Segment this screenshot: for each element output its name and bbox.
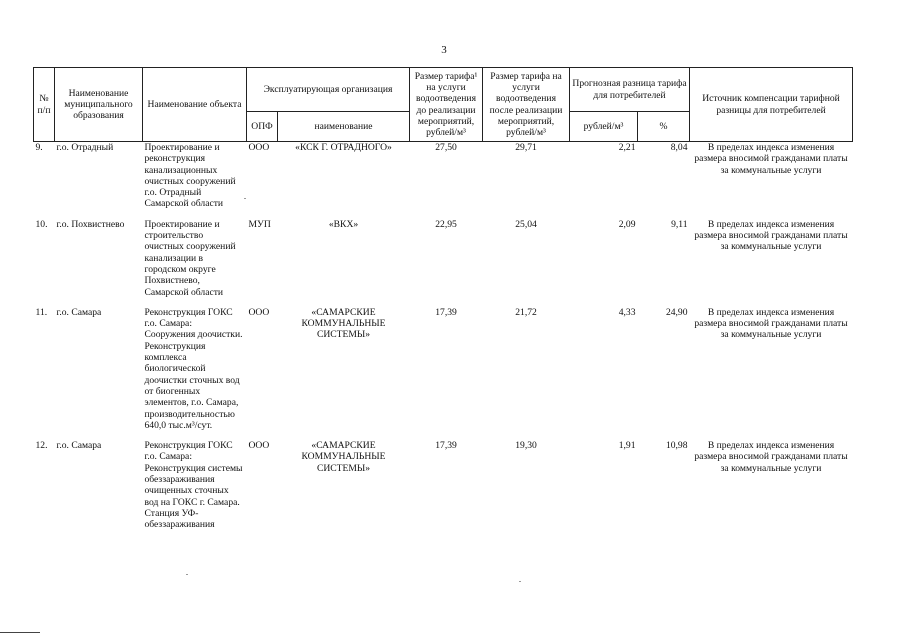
row-operator-name: «КСК Г. ОТРАДНОГО» (295, 142, 392, 153)
header-object: Наименование объекта (143, 68, 247, 142)
row-object: Проектирование и реконструкция канализационных очистных сооружений г.о. Отрадный Самарской области (144, 142, 236, 210)
row-operator-name: «ВКХ» (328, 218, 359, 230)
row-source: В пределах индекса изменения размера вносимой гражданами платы за коммунальные услуги (694, 306, 848, 341)
row-object: Реконструкция ГОКС г.о. Самара: Реконструкция системы обеззараживания очищенных сточных вод на ГОКС г. Самара. Станция УФ-обеззараживания (144, 440, 243, 531)
header-opf: ОПФ (247, 112, 278, 142)
header-forecast-diff: Прогнозная разница тарифа для потребителей (570, 68, 690, 112)
row-diff-rub: 2,09 (618, 218, 636, 230)
row-tariff-before: 17,39 (435, 306, 457, 318)
header-source: Источник компенсации тарифной разницы для потребителей (690, 68, 853, 142)
row-source: В пределах индекса изменения размера вносимой гражданами платы за коммунальные услуги (694, 218, 848, 253)
row-tariff-after: 25,04 (515, 218, 537, 230)
row-operator-name: «САМАРСКИЕ КОММУНАЛЬНЫЕ СИСТЕМЫ» (301, 440, 386, 474)
row-opf: ООО (248, 142, 270, 153)
header-operator: Эксплуатирующая организация (247, 68, 410, 112)
row-num: 11. (35, 306, 48, 318)
row-diff-pct: 10,98 (665, 440, 688, 452)
row-diff-rub: 1,91 (618, 440, 636, 452)
table-row (34, 440, 853, 539)
header-municipality: Наименование муниципального образования (55, 68, 143, 142)
scan-speck (186, 574, 188, 575)
row-municipality: г.о. Похвистнево (56, 218, 125, 230)
row-diff-pct: 8,04 (670, 142, 688, 153)
row-tariff-after: 19,30 (515, 440, 537, 452)
row-opf: ООО (248, 306, 270, 318)
row-object: Проектирование и строительство очистных сооружений канализации в городском округе Похвистнево, Самарской области (144, 218, 236, 298)
table-body (34, 142, 853, 540)
row-tariff-before: 27,50 (435, 142, 457, 153)
header-tariff-after: Размер тарифа на услуги водоотведения после реализации мероприятий, рублей/м³ (483, 68, 570, 142)
header-diff-pct: % (638, 112, 690, 142)
table-row (34, 307, 853, 440)
table-row (34, 142, 853, 219)
tariff-table (33, 67, 853, 540)
header-diff-rub: рублей/м³ (570, 112, 638, 142)
row-diff-pct: 9,11 (671, 218, 688, 230)
row-tariff-after: 21,72 (515, 306, 537, 318)
header-tariff-before: Размер тарифа¹ на услуги водоотведения до реализации мероприятий, рублей/м³ (410, 68, 483, 142)
row-municipality: г.о. Отрадный (56, 142, 114, 153)
row-municipality: г.о. Самара (56, 440, 102, 452)
row-source: В пределах индекса изменения размера вносимой гражданами платы за коммунальные услуги (694, 142, 848, 176)
row-num: 10. (35, 218, 48, 230)
row-tariff-after: 29,71 (515, 142, 537, 153)
row-tariff-before: 22,95 (435, 218, 457, 230)
row-diff-rub: 4,33 (618, 306, 636, 318)
header-name: наименование (278, 112, 410, 142)
row-diff-pct: 24,90 (665, 306, 688, 318)
row-num: 12. (35, 440, 48, 452)
header-num: № п/п (34, 68, 55, 142)
table-row (34, 219, 853, 307)
row-operator-name: «САМАРСКИЕ КОММУНАЛЬНЫЕ СИСТЕМЫ» (301, 306, 386, 341)
table-header (34, 68, 853, 142)
row-municipality: г.о. Самара (56, 306, 102, 318)
scan-edge-line (0, 632, 40, 633)
row-object: Реконструкция ГОКС г.о. Самара: Сооружения доочистки. Реконструкция комплекса биологической доочистки сточных вод от биогенных элементов, г.о. Самара, производительностью 640,0 тыс.м³/сут. (144, 306, 243, 431)
row-diff-rub: 2,21 (618, 142, 636, 153)
page-number: 3 (441, 44, 447, 56)
row-opf: ООО (248, 440, 270, 452)
scan-speck (244, 198, 246, 199)
row-opf: МУП (248, 218, 271, 230)
scan-speck (519, 581, 521, 582)
row-num: 9. (35, 142, 43, 153)
row-tariff-before: 17,39 (435, 440, 457, 452)
row-source: В пределах индекса изменения размера вносимой гражданами платы за коммунальные услуги (694, 440, 848, 474)
